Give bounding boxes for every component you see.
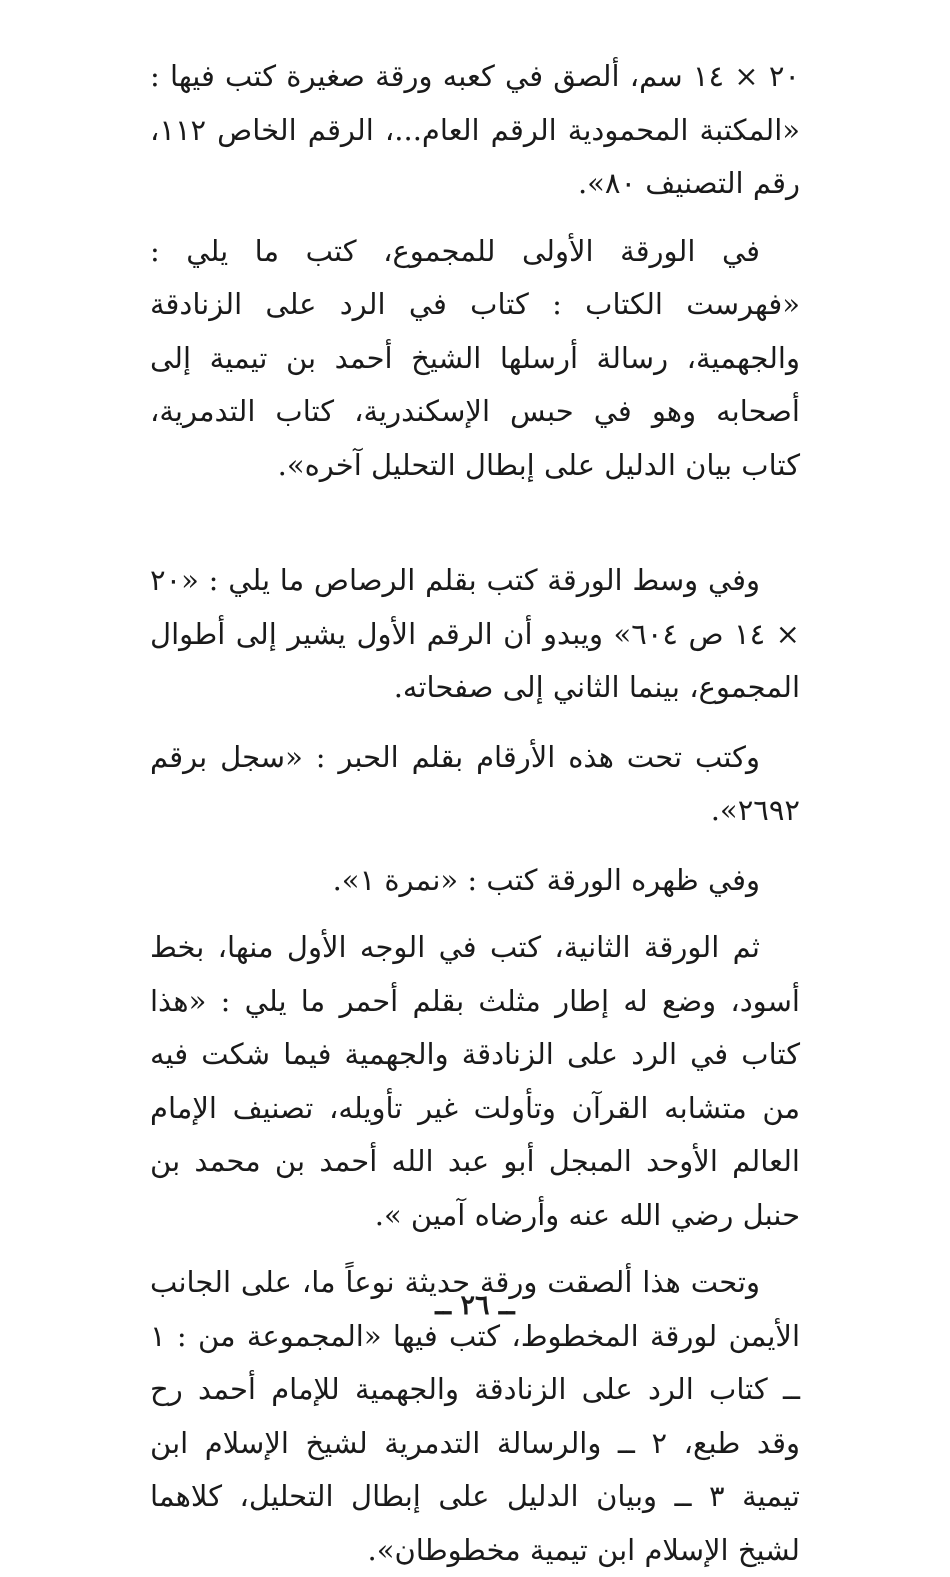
paragraph-first-leaf: في الورقة الأولى للمجموع، كتب ما يلي : «فهرست الكتاب : كتاب في الرد على الزنادقة والجهمية، رسالة أرسلها الشيخ أحمد بن تيمية إلى أصحابه وهو في حبس الإسكندرية، كتاب التدمرية، كتاب بيان الدليل على إبطال التحليل آخره». — [150, 233, 800, 482]
page-body — [150, 50, 800, 1577]
paragraph-pasted-slip: وتحت هذا ألصقت ورقة حديثة نوعاً ما، على الجانب الأيمن لورقة المخطوط، كتب فيها «المجموعة من : ١ ــ كتاب الرد على الزنادقة والجهمية للإمام أحمد رح وقد طبع، ٢ ــ والرسالة التدمرية لشيخ الإسلام ابن تيمية ٣ ــ وبيان الدليل على إبطال التحليل، كلاهما لشيخ الإسلام ابن تيمية مخطوطان». — [150, 1265, 800, 1567]
paragraph-pencil-note: وفي وسط الورقة كتب بقلم الرصاص ما يلي : «٢٠ × ١٤ ص ٦٠٤» ويبدو أن الرقم الأول يشير إلى أطوال المجموع، بينما الثاني إلى صفحاته. — [150, 563, 800, 704]
paragraph-second-leaf: ثم الورقة الثانية، كتب في الوجه الأول منها، بخط أسود، وضع له إطار مثلث بقلم أحمر ما يلي : «هذا كتاب في الرد على الزنادقة والجهمية فيما شكت فيه من متشابه القرآن وتأولت غير تأويله، تصنيف الإمام العالم الأوحد المبجل أبو عبد الله أحمد بن محمد بن حنبل رضي الله عنه وأرضاه آمين ». — [150, 930, 800, 1232]
paragraph-ink-registry: وكتب تحت هذه الأرقام بقلم الحبر : «سجل برقم ٢٦٩٢». — [150, 739, 800, 827]
page-number: ــ ٢٦ ــ — [435, 1290, 515, 1321]
paragraph-binding-description: ٢٠ × ١٤ سم، ألصق في كعبه ورقة صغيرة كتب فيها : «المكتبة المحمودية الرقم العام...، الرقم الخاص ١١٢، رقم التصنيف ٨٠». — [150, 59, 800, 200]
paragraph-verso-number: وفي ظهره الورقة كتب : «نمرة ١». — [332, 862, 760, 897]
